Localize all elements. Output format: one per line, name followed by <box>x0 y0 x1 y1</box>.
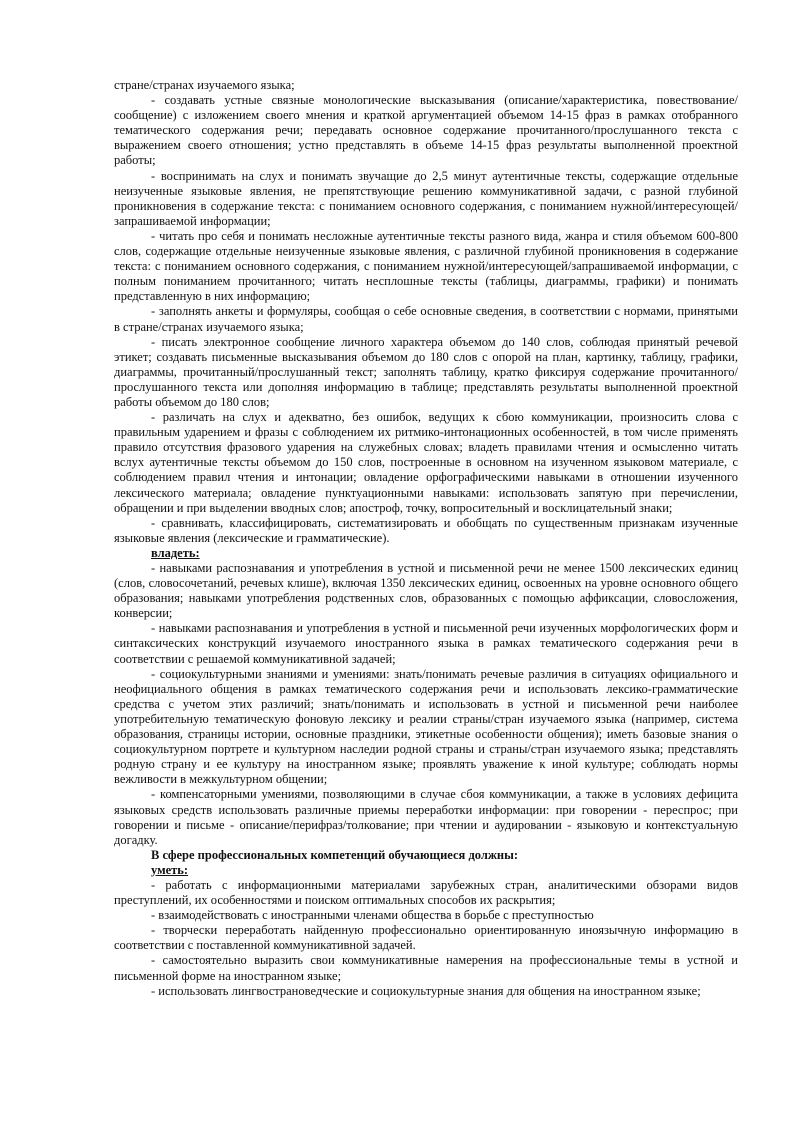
heading-vladet: владеть: <box>151 545 200 560</box>
paragraph-skill-forms: - заполнять анкеты и формуляры, сообщая о себе основные сведения, в соответствии с нормами, принятыми в стране/странах изучаемого языка; <box>114 304 738 334</box>
heading-professional-competencies: В сфере профессиональных компетенций обучающиеся должны: <box>151 847 519 862</box>
paragraph-umet-processing: - творчески переработать найденную профессионально ориентированную иноязычную информацию в соответствии с поставленной коммуникативной задачей. <box>114 923 738 953</box>
document-page <box>114 78 738 999</box>
paragraph-skill-monologue: - создавать устные связные монологические высказывания (описание/характеристика, повествование/сообщение) с изложением своего мнения и краткой аргументацией объемом 14-15 фраз в рамках отобранного тематического содержания речи; передавать основное содержание прочитанного/прослушанного текста с выражением своего отношения; устно представлять в объеме 14-15 фраз результаты выполненной проектной работы; <box>114 93 738 168</box>
paragraph-umet-materials: - работать с информационными материалами зарубежных стран, аналитическими обзорами видов преступлений, их особенностями и поиском оптимальных способов их раскрытия; <box>114 877 738 908</box>
paragraph-skill-reading: - читать про себя и понимать несложные аутентичные тексты разного вида, жанра и стиля объемом 600-800 слов, содержащие отдельные неизученные языковые явления, с различной глубиной проникновения в содержание текста: с пониманием основного содержания, с пониманием нужной/интересующей/запрашиваемой информации, с полным пониманием прочитанного; читать несплошные тексты (таблицы, диаграммы, графики) и понимать представленную в них информацию; <box>114 228 738 304</box>
paragraph-umet-linguistic: - использовать лингвострановедческие и социокультурные знания для общения на иностранном языке; <box>151 983 701 998</box>
paragraph-skill-listening: - воспринимать на слух и понимать звучащие до 2,5 минут аутентичные тексты, содержащие отдельные неизученные языковые явления, не препятствующие решению коммуникативной задачи, с разной глубиной проникновения в содержание текста: с пониманием основного содержания, с пониманием нужной/интересующей/запрашиваемой информации; <box>114 168 738 228</box>
paragraph-continuation: стране/странах изучаемого языка; <box>114 78 295 92</box>
paragraph-vladet-grammar: - навыками распознавания и употребления в устной и письменной речи изученных морфологических форм и синтаксических конструкций изучаемого иностранного языка в рамках тематического содержания речи в соответствии с решаемой коммуникативной задачей; <box>114 621 738 666</box>
paragraph-umet-expression: - самостоятельно выразить свои коммуникативные намерения на профессиональные темы в устной и письменной форме на иностранном языке; <box>114 953 738 983</box>
paragraph-vladet-sociocultural: - социокультурными знаниями и умениями: знать/понимать речевые различия в ситуациях официального и неофициального общения в рамках тематического содержания речи и использовать лексико-грамматические средства с учетом этих различий; знать/понимать и использовать в устной и письменной речи наиболее употребительную тематическую фоновую лексику и реалии страны/стран изучаемого языка (например, система образования, страницы истории, основные праздники, этикетные особенности общения); иметь базовые знания о социокультурном портрете и культурном наследии родной страны и страны/стран изучаемого языка; представлять родную страну и ее культуру на иностранном языке; проявлять уважение к иной культуре; соблюдать нормы вежливости в межкультурном общении; <box>114 666 738 787</box>
paragraph-vladet-lexical: - навыками распознавания и употребления в устной и письменной речи не менее 1500 лексических единиц (слов, словосочетаний, речевых клише), включая 1350 лексических единиц, освоенных на уровне основного общего образования; навыками употребления родственных слов, образованных с помощью аффиксации, словосложения, конверсии; <box>114 561 738 621</box>
paragraph-skill-writing: - писать электронное сообщение личного характера объемом до 140 слов, соблюдая принятый речевой этикет; создавать письменные высказывания объемом до 180 слов с опорой на план, картинку, таблицу, графики, диаграммы, прочитанный/прослушанный текст; заполнять таблицу, кратко фиксируя содержание прочитанного/прослушанного текста или дополняя информацию в таблице; представлять результаты выполненной проектной работы объемом до 180 слов; <box>114 334 738 409</box>
paragraph-skill-comparison: - сравнивать, классифицировать, систематизировать и обобщать по существенным признакам изученные языковые явления (лексические и грамматические). <box>114 515 738 545</box>
paragraph-umet-interaction: - взаимодействовать с иностранными членами общества в борьбе с преступностью <box>151 908 594 923</box>
paragraph-skill-pronunciation: - различать на слух и адекватно, без ошибок, ведущих к сбою коммуникации, произносить слова с правильным ударением и фразы с соблюдением их ритмико-интонационных особенностей, в том числе применять правило отсутствия фразового ударения на служебных словах; владеть правилами чтения и осмысленно читать вслух аутентичные тексты объемом до 150 слов, построенные в основном на изученном языковом материале, с соблюдением правил чтения и интонации; овладение орфографическими навыками в отношении изученного лексического материала; овладение пунктуационными навыками: использовать запятую при перечислении, обращении и при выделении вводных слов; апостроф, точку, вопросительный и восклицательный знаки; <box>114 410 738 515</box>
paragraph-vladet-compensatory: - компенсаторными умениями, позволяющими в случае сбоя коммуникации, а также в условиях дефицита языковых средств использовать различные приемы переработки информации: при говорении - переспрос; при говорении и письме - описание/перифраз/толкование; при чтении и аудировании - языковую и контекстуальную догадку. <box>114 787 738 847</box>
heading-umet: уметь: <box>151 862 189 877</box>
